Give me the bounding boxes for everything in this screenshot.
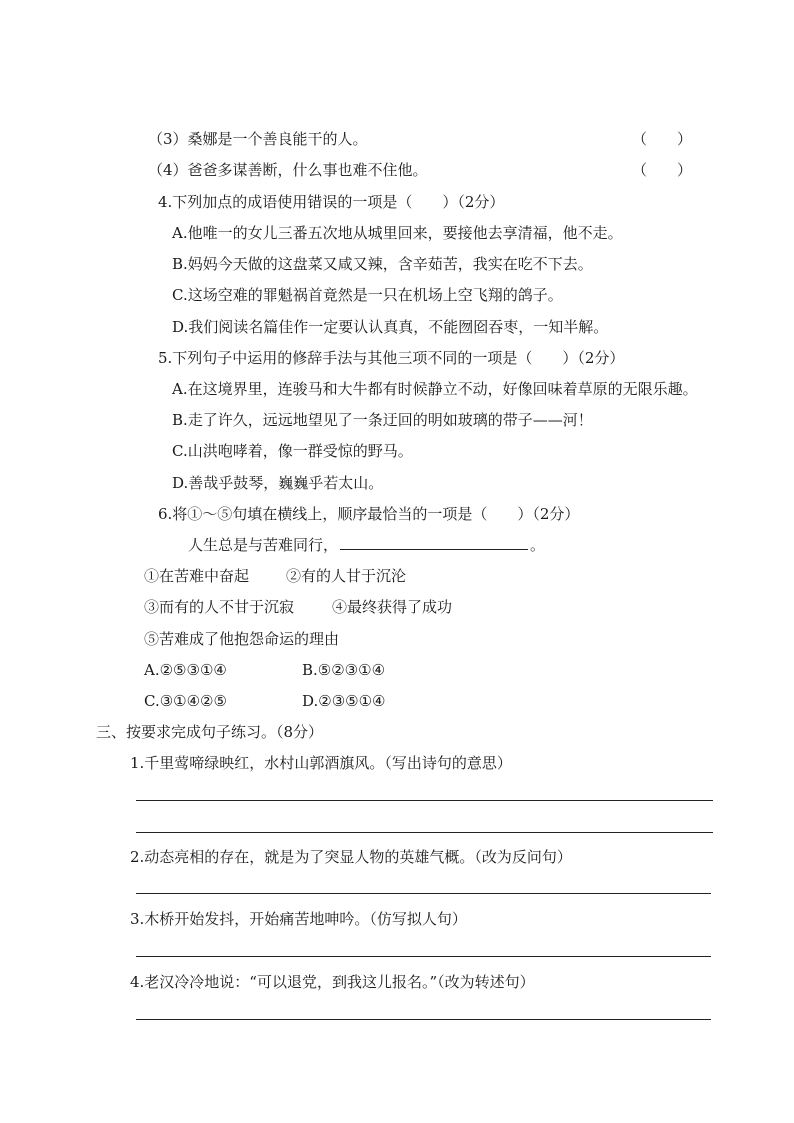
s3-q2-answer-line[interactable] (136, 893, 711, 894)
s3-q4-answer-line[interactable] (136, 1019, 711, 1020)
judge-answer-paren-3[interactable]: （ ） (632, 130, 693, 148)
q6-option-d[interactable]: D.②③⑤①④ (302, 692, 386, 710)
s3-question-4: 4.老汉冷冷地说：“可以退党，到我这儿报名。”（改为转述句） (130, 973, 535, 991)
judge-item-3: （3）桑娜是一个善良能干的人。 (148, 130, 368, 148)
q4-option-c[interactable]: C.这场空难的罪魁祸首竟然是一只在机场上空飞翔的鸽子。 (172, 286, 563, 304)
s3-question-1: 1.千里莺啼绿映红，水村山郭酒旗风。（写出诗句的意思） (130, 754, 512, 772)
s3-q1-answer-line-1[interactable] (136, 800, 713, 801)
q6-sentence-start: 人生总是与苦难同行， (188, 536, 339, 554)
q6-sentence-2: ②有的人甘于沉沦 (286, 567, 407, 585)
q4-stem: 4.下列加点的成语使用错误的一项是（ ）（2分） (158, 193, 505, 211)
q6-sentence-5: ⑤苦难成了他抱怨命运的理由 (144, 630, 340, 648)
q5-option-b[interactable]: B.走了许久，远远地望见了一条迂回的明如玻璃的带子——河！ (172, 411, 593, 429)
q6-sentence-3: ③而有的人不甘于沉寂 (144, 598, 295, 616)
q4-option-d[interactable]: D.我们阅读名篇佳作一定要认认真真，不能囫囵吞枣，一知半解。 (172, 318, 609, 336)
s3-question-3: 3.木桥开始发抖，开始痛苦地呻吟。（仿写拟人句） (130, 910, 467, 928)
q6-option-a[interactable]: A.②⑤③①④ (144, 661, 227, 679)
q6-stem: 6.将①～⑤句填在横线上，顺序最恰当的一项是（ ）（2分） (158, 505, 580, 523)
s3-question-2: 2.动态亮相的存在，就是为了突显人物的英雄气概。（改为反问句） (130, 848, 572, 866)
q5-option-c[interactable]: C.山洪咆哮着，像一群受惊的野马。 (172, 442, 413, 460)
q4-option-b[interactable]: B.妈妈今天做的这盘菜又咸又辣，含辛茹苦，我实在吃不下去。 (172, 255, 593, 273)
q5-option-a[interactable]: A.在这境界里，连骏马和大牛都有时候静立不动，好像回味着草原的无限乐趣。 (172, 380, 698, 398)
s3-q3-answer-line[interactable] (136, 956, 711, 957)
judge-answer-paren-4[interactable]: （ ） (632, 161, 693, 179)
q6-answer-blank[interactable] (340, 535, 528, 550)
s3-q1-answer-line-2[interactable] (136, 832, 713, 833)
q6-sentence-1: ①在苦难中奋起 (144, 567, 250, 585)
q6-option-c[interactable]: C.③①④②⑤ (144, 692, 227, 710)
q5-stem: 5.下列句子中运用的修辞手法与其他三项不同的一项是（ ）（2分） (158, 349, 625, 367)
q6-fill-sentence (188, 535, 545, 555)
q6-option-b[interactable]: B.⑤②③①④ (302, 661, 386, 679)
q6-sentence-end: 。 (530, 536, 546, 554)
judge-item-4: （4）爸爸多谋善断，什么事也难不住他。 (148, 161, 428, 179)
q6-sentence-4: ④最终获得了成功 (332, 598, 453, 616)
q5-option-d[interactable]: D.善哉乎鼓琴，巍巍乎若太山。 (172, 474, 384, 492)
section-3-title: 三、按要求完成句子练习。（8分） (96, 723, 324, 741)
q4-option-a[interactable]: A.他唯一的女儿三番五次地从城里回来，要接他去享清福，他不走。 (172, 224, 623, 242)
